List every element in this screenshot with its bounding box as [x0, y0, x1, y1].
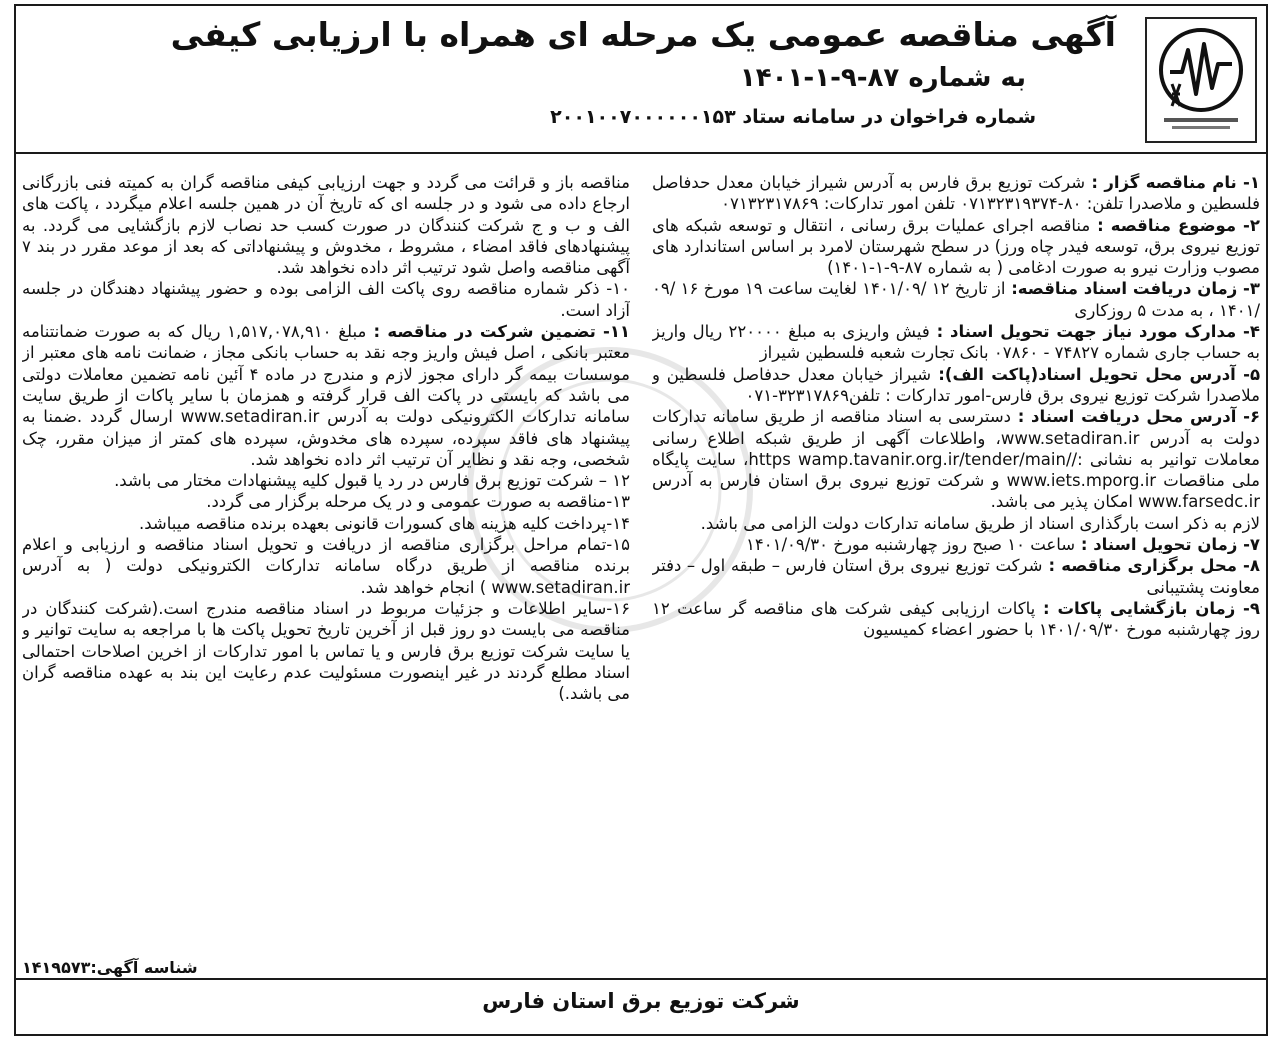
right-clause	[652, 406, 1260, 512]
left-clause	[22, 598, 630, 704]
left-clause	[22, 470, 630, 491]
clause-text: مبلغ ۱,۵۱۷,۰۷۸,۹۱۰ ریال که به صورت ضمانتنامه معتبر بانکی ، اصل فیش واریز وجه نقد به حساب بانکی مجاز ، ضمانت نامه های معتبر از موسسات بیمه گر دارای مجوز لازم و مندرج در ماده ۴ آئین نامه تضمین معاملات دولتی می باشد که بایستی در پاکت الف قرار گرفته و همزمان با سایر پاکات از طریق سایت سامانه تدارکات الکترونیکی دولت به آدرس www.setadiran.ir ارسال گردد .ضمنا به پیشنهاد های فاقد سپرده، سپرده های مخدوش، سپرده های کمتر از میزان مقرر، چک شخصی، وجه نقد و نظایر آن ترتیب اثر داده نخواهد شد.	[22, 322, 630, 469]
clause-text: ۱۳-مناقصه به صورت عمومی و در یک مرحله برگزار می گردد.	[206, 492, 630, 512]
right-clause	[652, 364, 1260, 407]
tender-number: به شماره ۸۷-۹-۱-۱۴۰۱	[739, 63, 1026, 93]
clause-label: ۴- مدارک مورد نیاز جهت تحویل اسناد :	[929, 322, 1260, 342]
clause-text: ۱۰- ذکر شماره مناقصه روی پاکت الف الزامی بوده و حضور پیشنهاد دهندگان در جلسه آزاد است.	[22, 279, 630, 320]
right-clause	[652, 278, 1260, 321]
notice-header	[16, 6, 1266, 154]
clause-label: ۷- زمان تحویل اسناد :	[1075, 535, 1260, 555]
right-clause	[652, 321, 1260, 364]
left-clause	[22, 491, 630, 512]
clause-text: پاکات ارزیابی کیفی شرکت های مناقصه گر ساعت ۱۲ روز چهارشنبه مورخ ۱۴۰۱/۰۹/۳۰ با حضور اعضاء کمیسیون	[652, 598, 1260, 640]
left-clause	[22, 172, 630, 278]
clause-label: ۹- زمان بازگشایی پاکات :	[1035, 598, 1260, 618]
clause-text: لازم به ذکر است بارگذاری اسناد از طریق سامانه تدارکات دولت الزامی می باشد.	[700, 513, 1260, 533]
setad-call-number: شماره فراخوان در سامانه ستاد ۲۰۰۱۰۰۷۰۰۰۰۰۰۱۵۳	[550, 106, 1036, 128]
clause-label: ۳- زمان دریافت اسناد مناقصه:	[1005, 279, 1260, 299]
left-clause	[22, 321, 630, 470]
right-column	[652, 172, 1260, 972]
company-signature: شرکت توزیع برق استان فارس	[482, 989, 800, 1013]
clause-text: ۱۴-پرداخت کلیه هزینه های کسورات قانونی بعهده برنده مناقصه میباشد.	[139, 513, 630, 533]
right-clause	[652, 513, 1260, 534]
clause-text: دسترسی به اسناد مناقصه از طریق سامانه تدارکات دولت به آدرس www.setadiran.ir، واطلاعات آگهی از طریق شبکه اطلاع رسانی معاملات توانیر به نشانی ://https wamp.tavanir.org.ir/tender/main، سایت پایگاه ملی مناقصات www.iets.mporg.ir و شرکت توزیع نیروی برق استان فارس به آدرس www.farsedc.ir امکان پذیر می باشد.	[652, 407, 1260, 512]
left-column	[22, 172, 630, 972]
notice-body	[22, 172, 1260, 972]
clause-label: ۱- نام مناقصه گزار :	[1085, 173, 1260, 192]
clause-text: ساعت ۱۰ صبح روز چهارشنبه مورخ ۱۴۰۱/۰۹/۳۰	[746, 535, 1076, 555]
left-clause	[22, 534, 630, 598]
clause-label: ۲- موضوع مناقصه :	[1090, 215, 1260, 235]
right-clause	[652, 598, 1260, 641]
clause-text: شیراز خیابان معدل حدفاصل فلسطین و ملاصدرا شرکت توزیع نیروی برق فارس-امور تدارکات : تلفن۳۲۳۱۷۸۶۹-۰۷۱	[652, 364, 1260, 405]
clause-text: ۱۵-تمام مراحل برگزاری مناقصه از دریافت و تحویل اسناد مناقصه و ارزیابی و اعلام برنده مناقصه از طریق درگاه سامانه تدارکات الکترونیکی دولت ( به آدرس www.setadiran.ir ) انجام خواهد شد.	[22, 535, 630, 597]
clause-text: مناقصه باز و قرائت می گردد و جهت ارزیابی کیفی مناقصه گران به کمیته فنی بازرگانی ارجاع داده می شود و در جلسه ای که تاریخ آن در همین جلسه اعلام میگردد ، پاکت های الف و ب و ج شرکت کنندگان در صورت کسب حد نصاب لازم بازگشایی می گردد. به پیشنهادهای فاقد امضاء ، مشروط ، مخدوش و پیشنهاداتی که بعد از موعد مقرر در بند ۷ آگهی مناقصه واصل شود ترتیب اثر داده نخواهد شد.	[22, 173, 630, 278]
right-clause	[652, 534, 1260, 555]
clause-text: مناقصه اجرای عملیات برق رسانی ، انتقال و توسعه شبکه های توزیع نیروی برق، توسعه فیدر چاه ورز) در سطح شهرستان لامرد بر اساس استاندارد های مصوب وزارت نیرو به صورت ادغامی ( به شماره ۸۷-۹-۱-۱۴۰۱)	[652, 215, 1260, 278]
notice-title: آگهی مناقصه عمومی یک مرحله ای همراه با ارزیابی کیفی	[170, 15, 1116, 54]
footer-divider	[16, 978, 1266, 980]
notice-id: شناسه آگهی:۱۴۱۹۵۷۳	[22, 958, 198, 977]
right-clause	[652, 172, 1260, 215]
left-clause	[22, 513, 630, 534]
clause-label: ۱۱- تضمین شرکت در مناقصه :	[366, 322, 630, 342]
right-clause	[652, 215, 1260, 279]
power-company-logo-icon	[1142, 14, 1260, 146]
right-clause	[652, 555, 1260, 598]
clause-text: ۱۶-سایر اطلاعات و جزئیات مربوط در اسناد مناقصه مندرج است.(شرکت کنندگان در مناقصه می بایست دو روز قبل از آخرین تاریخ تحویل پاکت ها با مراجعه به سایت توانیر و یا سایت شرکت توزیع برق فارس و یا تماس با امور تدارکات از اخرین اصلاحات احتمالی اسناد مطلع گردند در غیر اینصورت مسئولیت عدم رعایت این بند به عهده مناقصه گران می باشد.)	[22, 598, 630, 704]
clause-text: شرکت توزیع برق فارس به آدرس شیراز خیابان معدل حدفاصل فلسطین و ملاصدرا تلفن: ۸۰-۰۷۱۳۲۳۱۹۳۷۴ تلفن امور تدارکات: ۰۷۱۳۲۳۱۷۸۶۹	[652, 173, 1260, 214]
clause-text: ۱۲ – شرکت توزیع برق فارس در رد یا قبول کلیه پیشنهادات مختار می باشد.	[114, 471, 630, 491]
clause-text: شرکت توزیع نیروی برق استان فارس – طبقه اول – دفتر معاونت پشتیبانی	[652, 556, 1260, 597]
left-clause	[22, 278, 630, 321]
clause-label: ۸- محل برگزاری مناقصه :	[1042, 556, 1260, 576]
clause-label: ۶- آدرس محل دریافت اسناد :	[1011, 407, 1260, 427]
header-titles	[116, 12, 1116, 134]
clause-text: از تاریخ ۱۲ /۱۴۰۱/۰۹ لغایت ساعت ۱۹ مورخ ۱۶ /۰۹ /۱۴۰۱ ، به مدت ۵ روزکاری	[652, 279, 1260, 320]
clause-text: فیش واریزی به مبلغ ۲۲۰۰۰۰ ریال واریز به حساب جاری شماره ۷۴۸۲۷ - ۰۷۸۶۰ بانک تجارت شعبه فلسطین شیراز	[652, 322, 1260, 363]
clause-label: ۵- آدرس محل تحویل اسناد(پاکت الف):	[931, 364, 1260, 384]
